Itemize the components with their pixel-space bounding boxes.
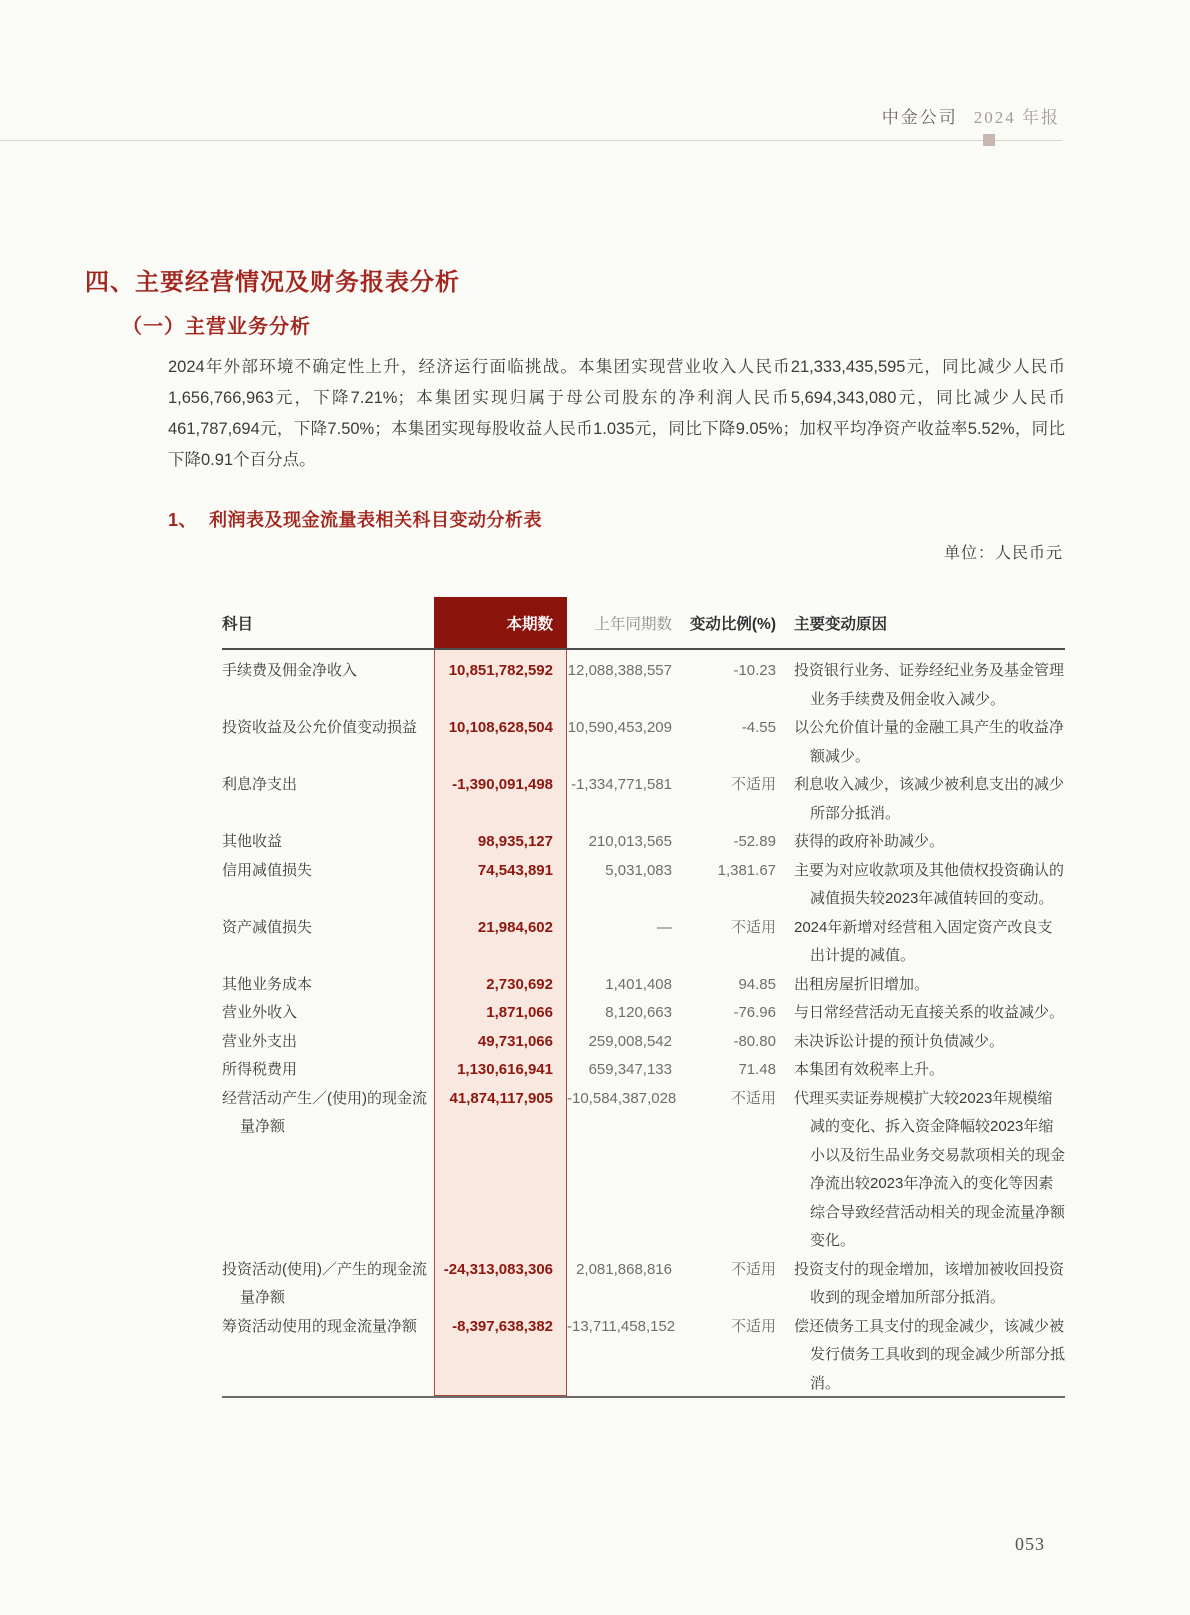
row-change-pct: 1,381.67 bbox=[717, 861, 776, 879]
row-current-value: 1,871,066 bbox=[486, 1004, 553, 1021]
table-row bbox=[222, 828, 1065, 857]
table-heading-text: 利润表及现金流量表相关科目变动分析表 bbox=[209, 510, 543, 530]
running-header bbox=[882, 103, 1060, 128]
table-row bbox=[222, 914, 1065, 971]
row-reason: 出租房屋折旧增加。 bbox=[794, 975, 930, 993]
row-prior-value: -1,334,771,581 bbox=[571, 776, 672, 793]
section-title: 四、主要经营情况及财务报表分析 bbox=[85, 269, 460, 296]
row-prior-value: 210,013,565 bbox=[588, 833, 672, 850]
row-current-value: -1,390,091,498 bbox=[452, 776, 553, 793]
row-subject: 投资活动(使用)／产生的现金流量净额 bbox=[222, 1260, 427, 1306]
row-prior-value: 659,347,133 bbox=[588, 1061, 672, 1078]
subsection-title: （一）主营业务分析 bbox=[122, 316, 311, 338]
row-change-pct: -52.89 bbox=[733, 833, 776, 850]
row-change-pct: 不适用 bbox=[730, 1260, 776, 1278]
row-subject: 信用减值损失 bbox=[222, 861, 313, 879]
page-number: 053 bbox=[1015, 1534, 1045, 1554]
row-current-value: 2,730,692 bbox=[486, 975, 553, 993]
column-header-change-pct: 变动比例(%) bbox=[689, 615, 776, 633]
row-prior-value: 1,401,408 bbox=[605, 975, 672, 993]
row-subject: 其他业务成本 bbox=[222, 975, 313, 993]
row-subject: 营业外支出 bbox=[222, 1032, 298, 1050]
row-subject: 资产减值损失 bbox=[222, 918, 313, 936]
row-change-pct: -80.80 bbox=[733, 1032, 776, 1050]
row-prior-value: -10,584,387,028 bbox=[567, 1089, 677, 1107]
table-header-row bbox=[222, 597, 1065, 650]
row-reason: 未决诉讼计提的预计负债减少。 bbox=[794, 1032, 1005, 1050]
row-current-value: 98,935,127 bbox=[477, 833, 553, 850]
row-change-pct: -10.23 bbox=[733, 662, 776, 679]
row-prior-value: 8,120,663 bbox=[605, 1004, 672, 1021]
row-current-value: 74,543,891 bbox=[477, 861, 553, 879]
row-prior-value: 10,590,453,209 bbox=[567, 719, 672, 736]
row-subject: 利息净支出 bbox=[222, 776, 298, 793]
row-reason: 偿还债务工具支付的现金减少，该减少被发行债务工具收到的现金减少所部分抵消。 bbox=[794, 1317, 1066, 1392]
row-prior-value: 5,031,083 bbox=[605, 861, 672, 879]
table-row bbox=[222, 1028, 1065, 1057]
row-current-value: 41,874,117,905 bbox=[449, 1089, 553, 1107]
row-change-pct: 94.85 bbox=[738, 975, 776, 993]
company-name: 中金公司 bbox=[881, 108, 958, 127]
row-prior-value: -13,711,458,152 bbox=[567, 1317, 676, 1335]
financial-table bbox=[222, 597, 1065, 1398]
row-current-value: -24,313,083,306 bbox=[443, 1260, 553, 1278]
row-change-pct: 不适用 bbox=[730, 918, 776, 936]
column-header-reason: 主要变动原因 bbox=[794, 615, 888, 633]
row-current-value: 1,130,616,941 bbox=[457, 1061, 553, 1078]
row-reason: 2024年新增对经营租入固定资产改良支出计提的减值。 bbox=[794, 918, 1053, 964]
header-rule bbox=[0, 140, 1062, 141]
row-change-pct: 不适用 bbox=[730, 1089, 776, 1107]
row-subject: 经营活动产生／(使用)的现金流量净额 bbox=[222, 1089, 427, 1135]
row-prior-value: 259,008,542 bbox=[588, 1032, 672, 1050]
row-reason: 主要为对应收款项及其他债权投资确认的减值损失较2023年减值转回的变动。 bbox=[794, 861, 1065, 907]
row-reason: 投资银行业务、证券经纪业务及基金管理业务手续费及佣金收入减少。 bbox=[794, 662, 1065, 708]
row-subject: 其他收益 bbox=[222, 833, 283, 850]
row-prior-value: 12,088,388,557 bbox=[567, 662, 672, 679]
row-subject: 所得税费用 bbox=[222, 1061, 298, 1078]
row-change-pct: 不适用 bbox=[730, 1317, 776, 1335]
overview-paragraph: 2024年外部环境不确定性上升，经济运行面临挑战。本集团实现营业收入人民币21,333,435,595元，同比减少人民币1,656,766,963元，下降7.21%；本集团实现归属于母公司股东的净利润人民币5,694,343,080元，同比减少人民币461,787,694元，下降7.50%；本集团实现每股收益人民币1.035元，同比下降9.05%；加权平均净资产收益率5.52%，同比下降0.91个百分点。 bbox=[168, 358, 1065, 469]
table-row bbox=[222, 714, 1065, 771]
row-reason: 与日常经营活动无直接关系的收益减少。 bbox=[794, 1004, 1065, 1021]
unit-note: 单位：人民币元 bbox=[943, 545, 1063, 562]
row-subject: 筹资活动使用的现金流量净额 bbox=[222, 1317, 418, 1335]
table-row bbox=[222, 971, 1065, 1000]
row-change-pct: -76.96 bbox=[733, 1004, 776, 1021]
row-current-value: 49,731,066 bbox=[477, 1032, 553, 1050]
table-row bbox=[222, 999, 1065, 1028]
table-row bbox=[222, 657, 1065, 714]
row-reason: 利息收入减少，该减少被利息支出的减少所部分抵消。 bbox=[794, 776, 1065, 822]
column-header-subject: 科目 bbox=[222, 615, 254, 633]
row-reason: 投资支付的现金增加，该增加被收回投资收到的现金增加所部分抵消。 bbox=[794, 1260, 1065, 1306]
column-header-prior-period: 上年同期数 bbox=[594, 615, 672, 633]
row-current-value: 10,851,782,592 bbox=[448, 662, 553, 679]
table-heading-number: 1、 bbox=[168, 510, 198, 530]
row-change-pct: 71.48 bbox=[738, 1061, 776, 1078]
table-row bbox=[222, 1085, 1065, 1256]
row-reason: 代理买卖证券规模扩大较2023年规模缩减的变化、拆入资金降幅较2023年缩小以及衍生品业务交易款项相关的现金净流出较2023年净流入的变化等因素综合导致经营活动相关的现金流量净额变化。 bbox=[794, 1089, 1066, 1249]
column-header-current-period: 本期数 bbox=[434, 597, 567, 648]
table-row bbox=[222, 1313, 1065, 1399]
row-current-value: 21,984,602 bbox=[477, 918, 553, 936]
rule-square-decoration bbox=[983, 134, 995, 146]
table-row bbox=[222, 857, 1065, 914]
row-change-pct: -4.55 bbox=[741, 719, 776, 736]
row-change-pct: 不适用 bbox=[730, 776, 776, 793]
row-reason: 以公允价值计量的金融工具产生的收益净额减少。 bbox=[794, 719, 1065, 765]
row-prior-value: — bbox=[657, 918, 672, 936]
table-row bbox=[222, 771, 1065, 828]
table-heading bbox=[168, 506, 542, 532]
row-current-value: 10,108,628,504 bbox=[448, 719, 553, 736]
report-year: 2024 年报 bbox=[973, 108, 1060, 127]
row-prior-value: 2,081,868,816 bbox=[576, 1260, 672, 1278]
table-row bbox=[222, 1056, 1065, 1085]
table-body bbox=[222, 650, 1065, 1398]
row-reason: 获得的政府补助减少。 bbox=[794, 833, 945, 850]
row-reason: 本集团有效税率上升。 bbox=[794, 1061, 945, 1078]
row-subject: 手续费及佣金净收入 bbox=[222, 662, 358, 679]
table-row bbox=[222, 1256, 1065, 1313]
row-subject: 营业外收入 bbox=[222, 1004, 298, 1021]
row-current-value: -8,397,638,382 bbox=[452, 1317, 553, 1335]
row-subject: 投资收益及公允价值变动损益 bbox=[222, 719, 418, 736]
